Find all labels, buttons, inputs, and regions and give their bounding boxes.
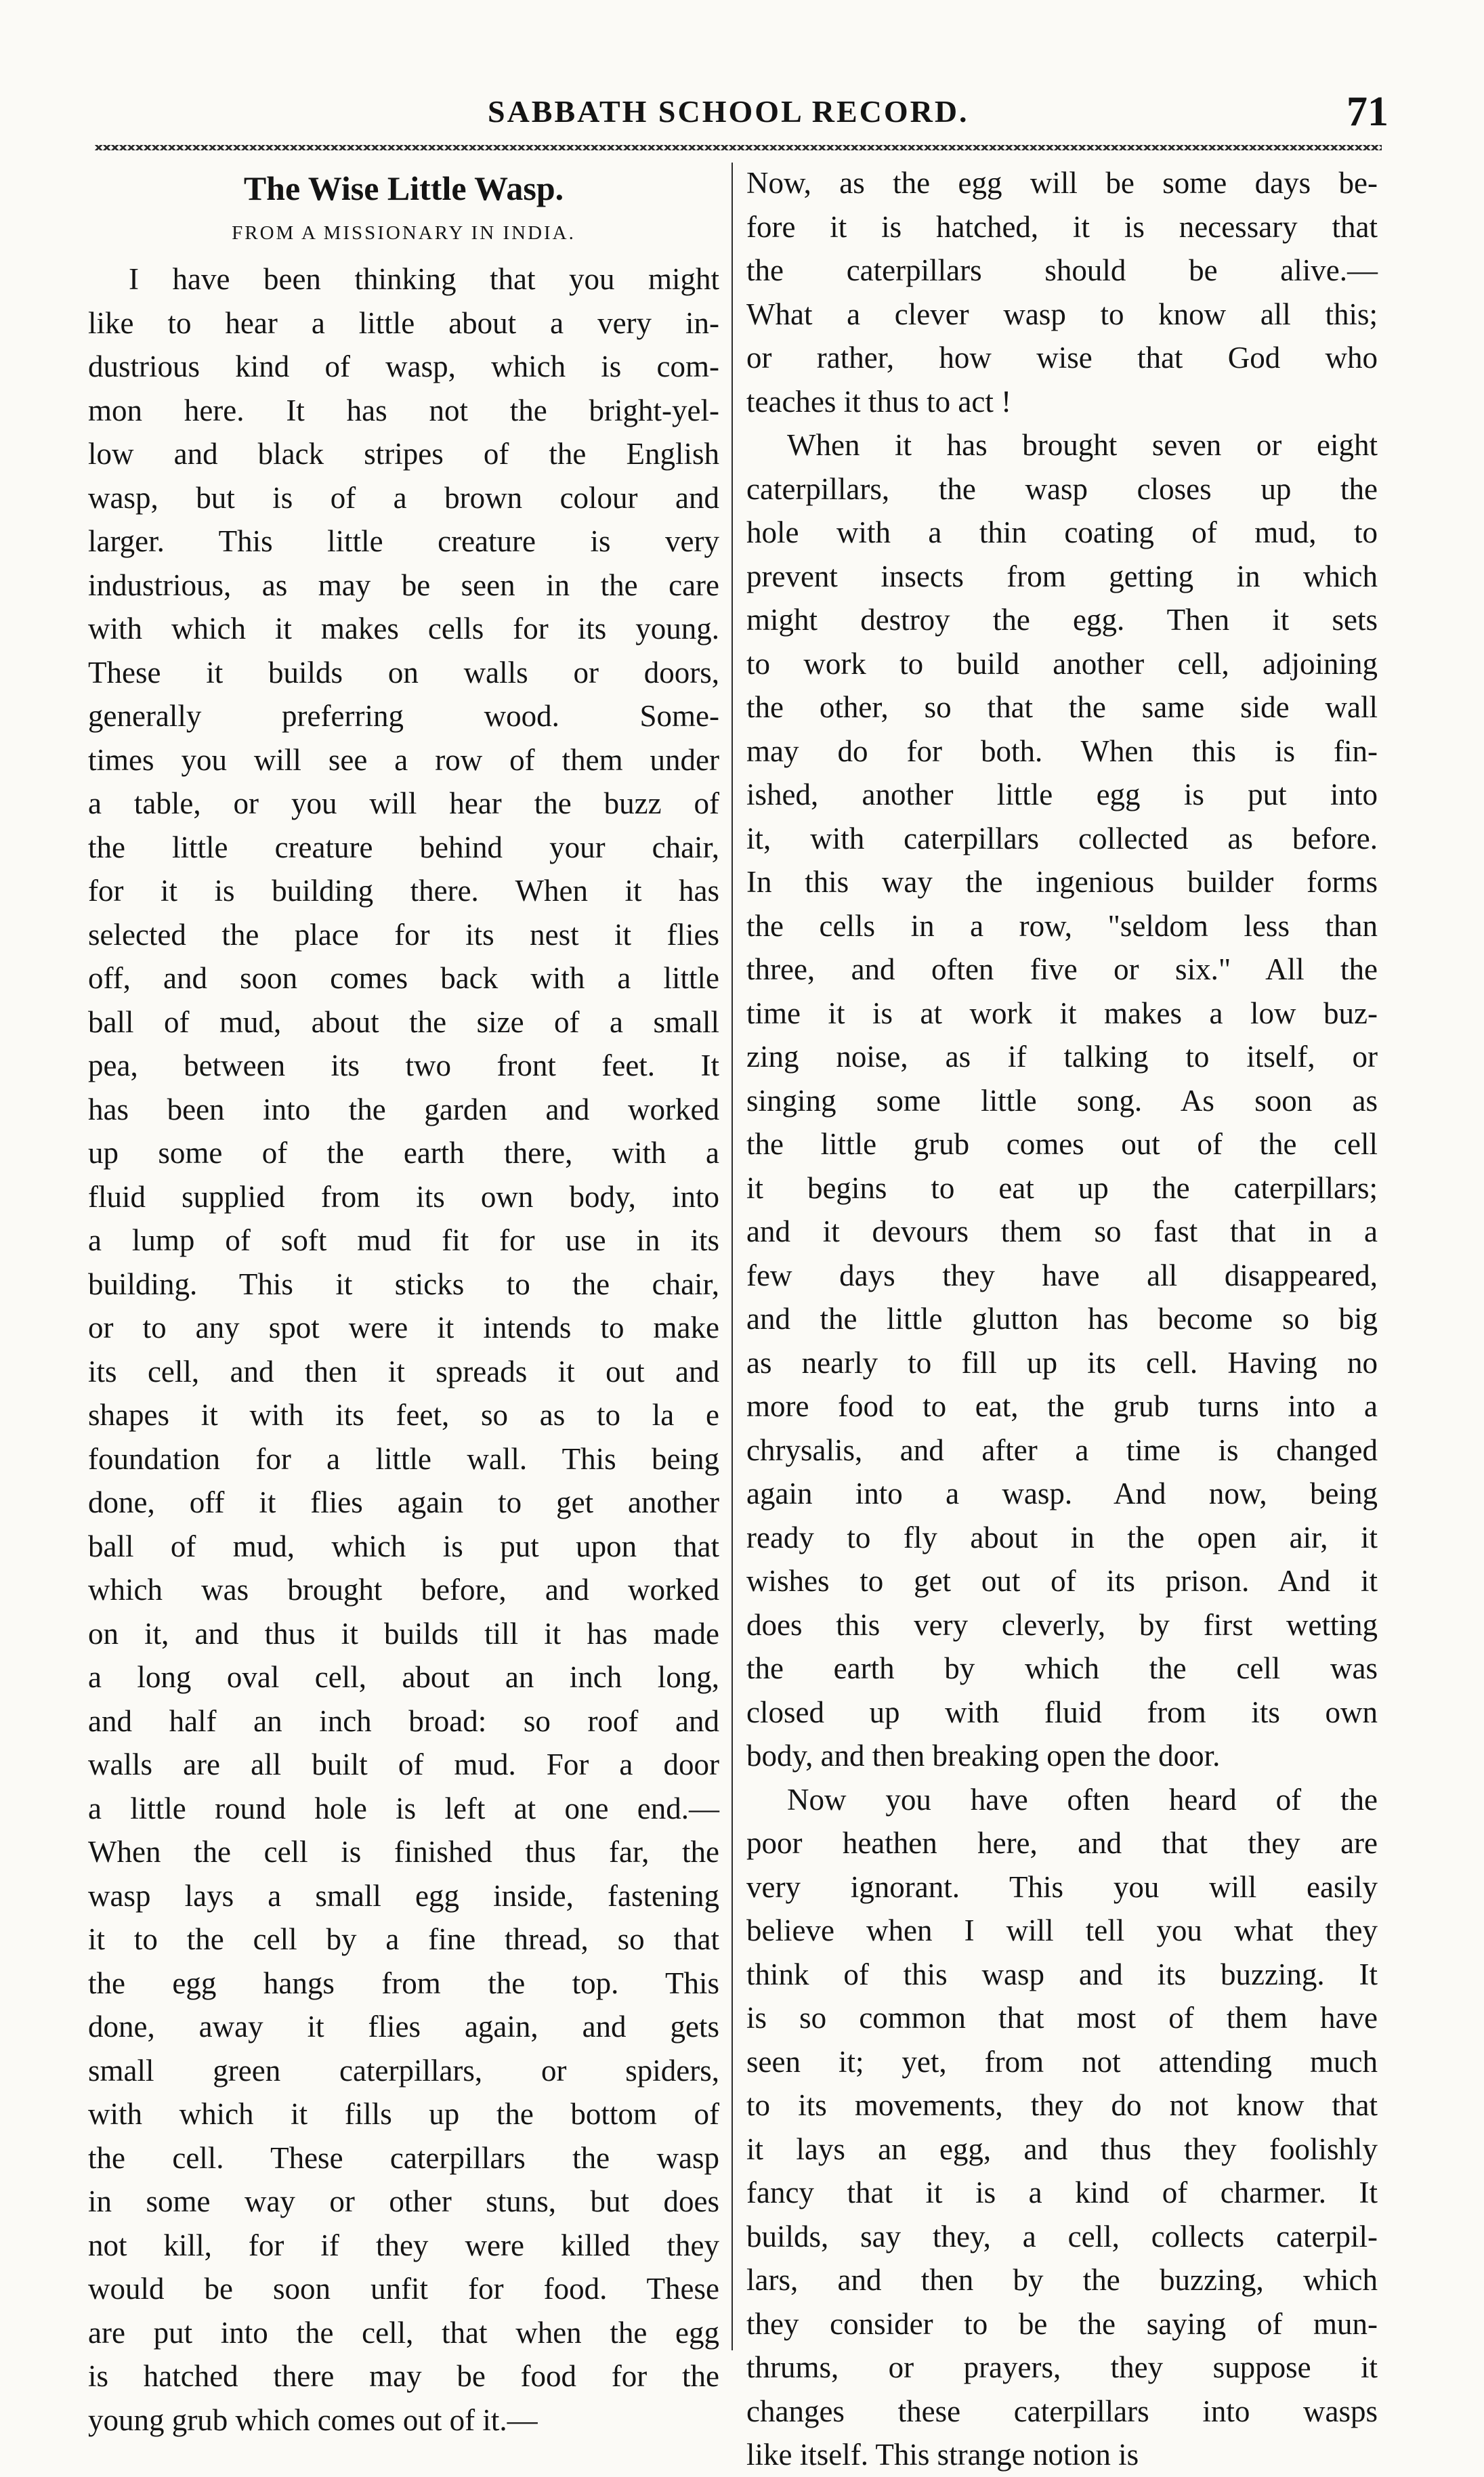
text-line: zing noise, as if talking to itself, or [746,1040,1378,1074]
text-line: mon here. It has not the bright-yel- [88,393,719,427]
text-line: In this way the ingenious builder forms [746,865,1378,899]
text-line: has been into the garden and worked [88,1092,719,1126]
text-line: prevent insects from getting in which [746,559,1378,593]
text-line: closed up with fluid from its own [746,1695,1378,1729]
page-number: 71 [1347,89,1388,135]
text-line: again into a wasp. And now, being [746,1477,1378,1510]
text-line: low and black stripes of the English [88,437,719,471]
text-line: building. This it sticks to the chair, [88,1267,719,1301]
text-line: with which it fills up the bottom of [88,2097,719,2131]
text-line: wasp lays a small egg inside, fastening [88,1878,719,1913]
text-line: the little grub comes out of the cell [746,1127,1378,1161]
text-line: it, with caterpillars collected as before. [746,821,1378,855]
text-line: think of this wasp and its buzzing. It [746,1957,1378,1991]
text-line: singing some little song. As soon as [746,1083,1378,1118]
text-line: selected the place for its nest it flies [88,917,719,952]
text-line: industrious, as may be seen in the care [88,568,719,602]
text-line: and the little glutton has become so big [746,1302,1378,1336]
text-line: off, and soon comes back with a little [88,961,719,995]
text-line: foundation for a little wall. This being [88,1441,719,1476]
text-line: its cell, and then it spreads it out and [88,1354,719,1389]
page [88,88,1395,2472]
text-line: fluid supplied from its own body, into [88,1179,719,1214]
text-line: on it, and thus it builds till it has made [88,1616,719,1651]
text-line: times you will see a row of them under [88,742,719,777]
text-line: changes these caterpillars into wasps [746,2394,1378,2428]
text-line: a table, or you will hear the buzz of [88,786,719,820]
text-line: done, away it flies again, and gets [88,2010,719,2044]
running-title: SABBATH SCHOOL RECORD. [488,94,969,129]
text-line: they consider to be the saying of mun- [746,2306,1378,2341]
text-line: fancy that it is a kind of charmer. It [746,2176,1378,2209]
text-line: ready to fly about in the open air, it [746,1520,1378,1554]
text-line: lars, and then by the buzzing, which [746,2263,1378,2297]
text-line: with which it makes cells for its young. [88,612,719,645]
text-line: Now you have often heard of the [787,1782,1378,1817]
running-head [88,88,1395,149]
text-line: pea, between its two front feet. It [88,1049,719,1082]
text-line: which was brought before, and worked [88,1573,719,1607]
text-line: body, and then breaking open the door. [746,1739,1221,1773]
text-line: or to any spot were it intends to make [88,1311,719,1345]
text-line: time it is at work it makes a low buz- [746,996,1378,1030]
paragraph [746,161,1378,423]
text-line: three, and often five or six." All the [746,952,1378,986]
article-byline: FROM A MISSIONARY IN INDIA. [232,222,576,244]
text-line: seen it; yet, from not attending much [746,2044,1378,2079]
text-line: ished, another little egg is put into [746,778,1378,811]
text-line: done, off it flies again to get another [88,1485,719,1519]
text-line: is so common that most of them have [746,2001,1378,2035]
text-line: larger. This little creature is very [88,524,719,558]
text-line: When the cell is finished thus far, the [88,1835,719,1869]
text-line: a little round hole is left at one end.— [88,1791,719,1825]
column-divider [732,163,733,2350]
text-line: wishes to get out of its prison. And it [746,1564,1378,1598]
text-line: generally preferring wood. Some- [88,699,719,733]
text-line: it begins to eat up the caterpillars; [746,1170,1378,1205]
text-line: few days they have all disappeared, [746,1258,1378,1292]
text-line: shapes it with its feet, so as to la e [88,1398,719,1432]
text-line: hole with a thin coating of mud, to [746,515,1378,549]
text-line: not kill, for if they were killed they [88,2228,719,2262]
left-column [88,161,719,2442]
text-line: as nearly to fill up its cell. Having no [746,1345,1378,1380]
text-line: ball of mud, which is put upon that [88,1529,719,1563]
text-line: to work to build another cell, adjoining [746,646,1378,681]
text-line: might destroy the egg. Then it sets [746,603,1378,637]
text-line: in some way or other stuns, but does [88,2184,719,2218]
text-line: small green caterpillars, or spiders, [88,2053,719,2088]
text-line: These it builds on walls or doors, [88,655,719,690]
text-line: a long oval cell, about an inch long, [88,1660,719,1694]
text-line: for it is building there. When it has [88,874,719,908]
text-line: like itself. This strange notion is [746,2438,1139,2472]
text-line: What a clever wasp to know all this; [746,297,1378,331]
text-line: the cell. These caterpillars the wasp [88,2140,719,2175]
text-line: would be soon unfit for food. These [88,2272,719,2306]
text-line: the other, so that the same side wall [746,690,1378,724]
text-line: wasp, but is of a brown colour and [88,480,719,515]
text-line: it lays an egg, and thus they foolishly [746,2132,1378,2166]
text-line: teaches it thus to act ! [746,384,1012,419]
text-line: like to hear a little about a very in- [88,305,719,340]
text-line: young grub which comes out of it.— [88,2402,538,2437]
text-line: and it devours them so fast that in a [746,1214,1378,1248]
article-title: The Wise Little Wasp. [243,169,564,207]
text-line: the caterpillars should be alive.— [746,253,1378,287]
text-line: the little creature behind your chair, [88,830,719,864]
text-line: walls are all built of mud. For a door [88,1748,719,1781]
text-line: the cells in a row, "seldom less than [746,908,1378,943]
text-line: very ignorant. This you will easily [746,1869,1378,1904]
text-line: Now, as the egg will be some days be- [746,166,1378,200]
paragraph [88,257,719,2442]
text-line: and half an inch broad: so roof and [88,1703,719,1738]
text-line: I have been thinking that you might [129,262,719,296]
text-line: may do for both. When this is fin- [746,734,1378,768]
text-line: or rather, how wise that God who [746,341,1378,375]
text-line: to its movements, they do not know that [746,2088,1378,2122]
text-line: chrysalis, and after a time is changed [746,1433,1378,1467]
text-line: does this very cleverly, by first wetting [746,1607,1378,1642]
text-line: the egg hangs from the top. This [88,1966,719,2000]
text-line: up some of the earth there, with a [88,1136,719,1170]
text-line: is hatched there may be food for the [88,2359,719,2393]
text-line: poor heathen here, and that they are [746,1826,1378,1860]
right-column [746,161,1378,2477]
header-wavy-rule [95,145,1382,150]
text-line: the earth by which the cell was [746,1651,1378,1685]
text-line: are put into the cell, that when the egg [88,2315,719,2350]
text-line: it to the cell by a fine thread, so that [88,1922,719,1956]
text-line: thrums, or prayers, they suppose it [746,2350,1378,2384]
text-line: ball of mud, about the size of a small [88,1004,719,1039]
text-line: builds, say they, a cell, collects caterpil- [746,2219,1378,2253]
text-line: believe when I will tell you what they [746,1913,1378,1947]
paragraph [746,1778,1378,2477]
paragraph [746,423,1378,1778]
text-line: a lump of soft mud fit for use in its [88,1223,719,1257]
text-line: more food to eat, the grub turns into a [746,1389,1378,1423]
text-line: When it has brought seven or eight [787,428,1378,462]
text-line: fore it is hatched, it is necessary that [746,209,1378,244]
text-line: dustrious kind of wasp, which is com- [88,350,719,383]
text-line: caterpillars, the wasp closes up the [746,471,1378,506]
